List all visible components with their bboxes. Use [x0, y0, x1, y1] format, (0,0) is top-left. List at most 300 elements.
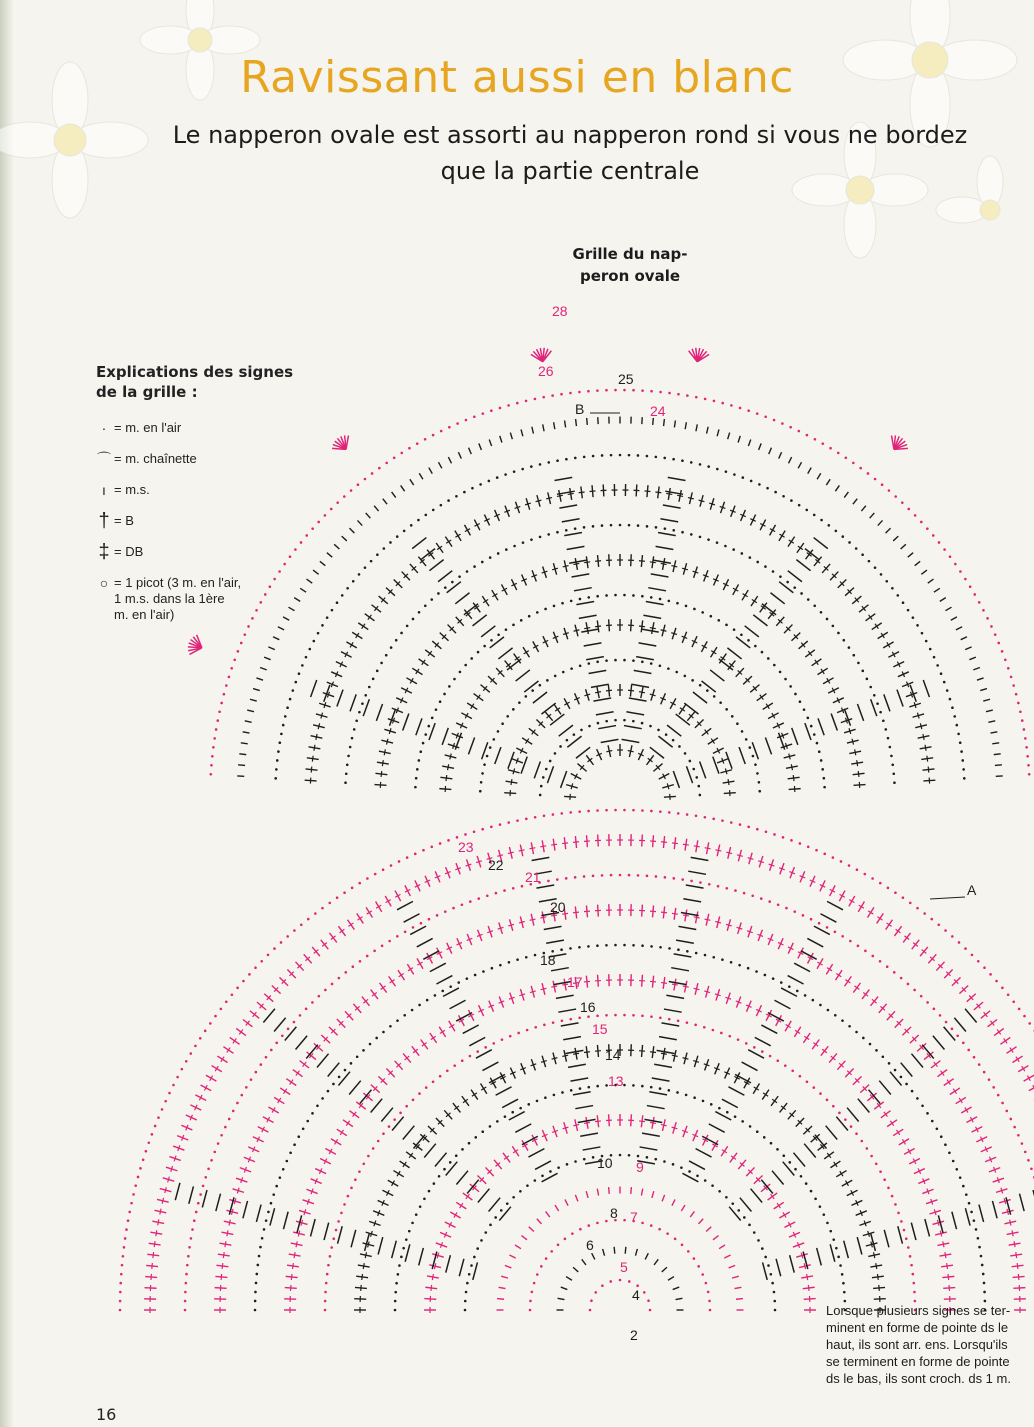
stitch-crossbar — [363, 1263, 364, 1269]
chain-stitch — [740, 634, 743, 637]
chain-stitch — [681, 459, 684, 462]
spoke-stitch — [544, 926, 562, 929]
chain-stitch — [721, 958, 724, 961]
chain-stitch — [632, 809, 635, 812]
chain-stitch — [248, 973, 251, 976]
stitch-mark — [268, 647, 274, 650]
chain-stitch — [292, 689, 295, 692]
chain-stitch — [834, 1014, 837, 1017]
spoke-stitch — [317, 1054, 329, 1068]
stitch-crossbar — [661, 630, 667, 631]
spoke-stitch — [776, 1259, 781, 1276]
chain-stitch — [623, 1219, 626, 1222]
chain-stitch — [913, 989, 916, 992]
chain-stitch — [659, 810, 662, 813]
chain-stitch — [583, 1158, 586, 1161]
spoke-stitch — [311, 680, 317, 697]
chain-stitch — [754, 645, 757, 648]
chain-stitch — [774, 491, 777, 494]
chain-stitch — [614, 389, 617, 392]
chain-stitch — [587, 596, 590, 599]
chain-stitch — [893, 781, 896, 784]
stitch-crossbar — [291, 1274, 292, 1280]
chain-stitch — [596, 660, 599, 663]
stitch-mark — [245, 721, 252, 722]
chain-stitch — [1007, 993, 1010, 996]
stitch-mark — [283, 617, 289, 620]
chain-stitch — [925, 640, 928, 643]
chain-stitch — [623, 944, 626, 947]
chain-stitch — [479, 790, 482, 793]
spoke-stitch — [571, 1078, 589, 1081]
chain-stitch — [390, 864, 393, 867]
chain-stitch — [686, 950, 689, 953]
chain-stitch — [483, 763, 486, 766]
spoke-stitch — [337, 690, 343, 707]
chain-stitch — [540, 1265, 543, 1268]
chain-stitch — [978, 1246, 981, 1249]
chain-stitch — [358, 573, 361, 576]
stitch-crossbar — [508, 924, 514, 926]
chain-stitch — [377, 1140, 380, 1143]
stitch-crossbar — [227, 1230, 228, 1236]
stitch-mark — [247, 710, 254, 712]
chain-stitch — [398, 860, 401, 863]
chain-stitch — [481, 561, 484, 564]
chain-stitch — [331, 983, 334, 986]
chain-stitch — [507, 821, 510, 824]
chain-stitch — [646, 875, 649, 878]
chain-stitch — [357, 483, 360, 486]
stitch-mark — [609, 1187, 610, 1194]
chain-stitch — [818, 922, 821, 925]
chain-stitch — [813, 514, 816, 517]
chain-stitch — [321, 1097, 324, 1100]
row-label: 15 — [592, 1021, 608, 1037]
chain-stitch — [628, 454, 631, 457]
chain-stitch — [856, 868, 859, 871]
chain-stitch — [610, 524, 613, 527]
chain-stitch — [812, 999, 815, 1002]
spoke-stitch — [559, 505, 577, 508]
spoke-stitch — [646, 601, 664, 604]
chain-stitch — [1001, 987, 1004, 990]
spoke-stitch — [446, 1162, 458, 1176]
spoke-stitch — [965, 1208, 970, 1225]
row-label: 20 — [550, 899, 566, 915]
chain-stitch — [861, 553, 864, 556]
chain-stitch — [686, 1021, 689, 1024]
chain-stitch — [748, 1224, 751, 1227]
spoke-stitch — [696, 1149, 712, 1157]
chain-stitch — [281, 1034, 284, 1037]
chain-stitch — [702, 1100, 705, 1103]
stitch-crossbar — [628, 690, 634, 691]
chain-stitch — [799, 700, 802, 703]
chain-stitch — [484, 1231, 487, 1234]
spoke-stitch — [925, 1219, 930, 1236]
chain-stitch — [142, 1158, 145, 1161]
chain-stitch — [385, 654, 388, 657]
chain-stitch — [874, 566, 877, 569]
spoke-stitch — [555, 477, 573, 480]
chain-stitch — [1001, 650, 1004, 653]
chain-stitch — [464, 1300, 467, 1303]
chain-stitch — [521, 885, 524, 888]
stitch-crossbar — [699, 500, 705, 502]
chain-stitch — [446, 1070, 449, 1073]
chain-stitch — [623, 1014, 626, 1017]
stitch-row — [214, 904, 1026, 1313]
stitch-crossbar — [162, 1198, 163, 1204]
stitch-row — [589, 1279, 652, 1312]
stitch-mark — [717, 429, 719, 436]
chain-stitch — [119, 1309, 122, 1312]
chain-stitch — [486, 755, 489, 758]
chain-stitch — [406, 625, 409, 628]
chain-stitch — [663, 1160, 666, 1163]
stitch-crossbar — [672, 1127, 678, 1129]
chain-stitch — [623, 809, 626, 812]
chain-stitch — [891, 1195, 894, 1198]
chain-stitch — [646, 525, 649, 528]
chain-stitch — [364, 566, 367, 569]
spoke-stitch — [844, 1241, 849, 1258]
chain-stitch — [366, 877, 369, 880]
stitch-mark — [870, 513, 875, 518]
spoke-stitch — [419, 1248, 424, 1265]
chain-stitch — [779, 575, 782, 578]
stitch-crossbar — [511, 779, 512, 785]
spoke-stitch — [455, 593, 469, 604]
chain-stitch — [282, 1168, 285, 1171]
chain-stitch — [989, 973, 992, 976]
lower-rings — [119, 809, 1034, 1313]
chain-stitch — [529, 1309, 532, 1312]
chain-stitch — [601, 454, 604, 457]
spoke-stitch — [923, 680, 929, 697]
stitch-mark — [980, 689, 987, 691]
chain-stitch — [940, 672, 943, 675]
stitch-mark — [603, 1249, 605, 1256]
chain-stitch — [668, 600, 671, 603]
chain-stitch — [850, 1125, 853, 1128]
chain-stitch — [583, 526, 586, 529]
stitch-crossbar — [667, 783, 669, 789]
chain-stitch — [835, 1247, 838, 1250]
chain-stitch — [887, 1187, 890, 1190]
spoke-stitch — [481, 626, 495, 637]
stitch-crossbar — [318, 723, 319, 729]
chain-stitch — [213, 1151, 216, 1154]
chain-stitch — [188, 1246, 191, 1249]
chain-stitch — [444, 910, 447, 913]
chain-stitch — [632, 594, 635, 597]
stitch-crossbar — [574, 630, 580, 631]
chain-stitch — [274, 777, 277, 780]
chain-stitch — [265, 1056, 268, 1059]
chain-stitch — [343, 495, 346, 498]
chain-stitch — [596, 389, 599, 392]
chain-stitch — [605, 720, 608, 723]
chain-stitch — [721, 402, 724, 405]
chain-stitch — [609, 1280, 612, 1283]
chain-stitch — [929, 648, 932, 651]
stitch-crossbar — [595, 692, 601, 693]
chain-stitch — [680, 1166, 683, 1169]
chain-stitch — [587, 810, 590, 813]
chain-stitch — [880, 573, 883, 576]
chain-stitch — [490, 409, 493, 412]
row-label: 18 — [540, 952, 556, 968]
spoke-stitch — [869, 1090, 881, 1104]
chain-stitch — [130, 1202, 133, 1205]
chain-stitch — [443, 693, 446, 696]
chain-stitch — [764, 415, 767, 418]
spoke-stitch — [499, 1207, 511, 1221]
chain-stitch — [275, 768, 278, 771]
spoke-stitch — [378, 1237, 383, 1254]
chain-stitch — [882, 1055, 885, 1058]
chain-stitch — [597, 722, 600, 725]
chain-stitch — [418, 1092, 421, 1095]
stitch-crossbar — [716, 850, 722, 851]
stitch-mark — [260, 667, 267, 669]
stitch-mark — [238, 765, 245, 766]
chain-stitch — [426, 999, 429, 1002]
stitch-mark — [489, 439, 491, 446]
spoke-stitch — [745, 626, 759, 637]
chain-stitch — [261, 1237, 264, 1240]
chain-stitch — [650, 810, 653, 813]
chain-stitch — [719, 701, 722, 704]
chain-stitch — [806, 1080, 809, 1083]
stitch-crossbar — [530, 991, 536, 993]
chain-stitch — [128, 1211, 131, 1214]
chain-stitch — [230, 667, 233, 670]
chain-stitch — [1001, 1102, 1004, 1105]
chain-stitch — [536, 1273, 539, 1276]
chain-stitch — [659, 1087, 662, 1090]
chain-stitch — [614, 659, 617, 662]
chain-stitch — [672, 529, 675, 532]
chain-stitch — [240, 1094, 243, 1097]
stitch-mark — [500, 436, 502, 443]
chain-stitch — [641, 809, 644, 812]
spoke-stitch — [765, 738, 771, 755]
chain-stitch — [553, 605, 556, 608]
chain-stitch — [982, 1273, 985, 1276]
chain-stitch — [362, 1049, 365, 1052]
spoke-stitch — [654, 1064, 672, 1067]
stitch-mark — [561, 1287, 568, 1290]
chain-icon: ⌒ — [97, 451, 111, 467]
chain-stitch — [866, 678, 869, 681]
chain-stitch — [526, 1029, 529, 1032]
stitch-crossbar — [229, 1220, 230, 1226]
stitch-mark — [969, 657, 975, 660]
chain-stitch — [882, 719, 885, 722]
stitch-crossbar — [154, 1241, 155, 1247]
chain-stitch — [451, 581, 454, 584]
chain-stitch — [773, 419, 776, 422]
chain-stitch — [468, 1142, 471, 1145]
chain-stitch — [920, 995, 923, 998]
chain-stitch — [862, 1037, 865, 1040]
stitch-mark — [592, 1253, 595, 1259]
stitch-crossbar — [650, 1052, 656, 1053]
chain-stitch — [841, 1019, 844, 1022]
chain-stitch — [959, 1176, 962, 1179]
chain-stitch — [749, 556, 752, 559]
chain-stitch — [813, 733, 816, 736]
chain-stitch — [693, 608, 696, 611]
row-label: 26 — [538, 363, 554, 379]
chain-stitch — [1023, 1015, 1026, 1018]
stitch-mark — [278, 627, 284, 630]
chain-stitch — [202, 1185, 205, 1188]
stitch-crossbar — [573, 912, 579, 913]
stitch-crossbar — [519, 850, 525, 851]
chain-stitch — [980, 1255, 983, 1258]
chain-stitch — [725, 470, 728, 473]
chain-stitch — [983, 1291, 986, 1294]
chain-stitch — [376, 670, 379, 673]
chain-stitch — [813, 605, 816, 608]
chain-stitch — [841, 535, 844, 538]
chain-stitch — [466, 1282, 469, 1285]
chain-stitch — [827, 524, 830, 527]
stitch-crossbar — [571, 783, 573, 789]
chain-stitch — [709, 1309, 712, 1312]
chain-stitch — [819, 1092, 822, 1095]
chain-stitch — [913, 1291, 916, 1294]
spoke-stitch — [761, 1025, 777, 1033]
spoke-stitch — [601, 739, 619, 742]
chain-stitch — [433, 1182, 436, 1185]
chain-stitch — [724, 545, 727, 548]
chain-stitch — [541, 1174, 544, 1177]
chain-stitch — [793, 910, 796, 913]
stitch-crossbar — [868, 1231, 870, 1237]
chain-stitch — [1017, 702, 1020, 705]
spoke-stitch — [624, 726, 642, 729]
chain-stitch — [763, 1136, 766, 1139]
chain-stitch — [335, 1229, 338, 1232]
chain-stitch — [632, 1014, 635, 1017]
marker-a: A — [967, 882, 977, 898]
chain-stitch — [628, 1280, 631, 1283]
chain-stitch — [461, 903, 464, 906]
spoke-stitch — [568, 1064, 586, 1067]
chain-stitch — [841, 935, 844, 938]
chain-stitch — [512, 624, 515, 627]
chain-stitch — [412, 618, 415, 621]
spoke-stitch — [473, 1262, 478, 1279]
spoke-stitch — [412, 538, 426, 549]
stitch-crossbar — [450, 754, 451, 760]
stitch-mark — [707, 427, 709, 434]
chain-stitch — [531, 1291, 534, 1294]
row-label: 9 — [636, 1159, 644, 1175]
chain-stitch — [717, 619, 720, 622]
chain-stitch — [897, 1212, 900, 1215]
chain-stitch — [476, 1247, 479, 1250]
chain-stitch — [506, 715, 509, 718]
stitch-mark — [366, 513, 371, 518]
chain-stitch — [879, 1170, 882, 1173]
stitch-crossbar — [683, 1058, 689, 1060]
chain-stitch — [614, 944, 617, 947]
chain-stitch — [741, 1120, 744, 1123]
spoke-stitch — [674, 954, 692, 957]
chain-stitch — [632, 1084, 635, 1087]
chain-stitch — [553, 1094, 556, 1097]
chain-stitch — [578, 946, 581, 949]
stitch-crossbar — [923, 734, 924, 740]
chain-stitch — [649, 1309, 652, 1312]
stitch-crossbar — [661, 1053, 667, 1054]
chain-stitch — [497, 552, 500, 555]
spoke-stitch — [562, 519, 580, 522]
chain-stitch — [300, 923, 303, 926]
stitch-mark — [672, 1199, 675, 1205]
spoke-stitch — [338, 1072, 350, 1086]
stitch-crossbar — [314, 745, 315, 751]
chain-stitch — [346, 763, 349, 766]
spoke-stitch — [736, 637, 750, 648]
row-label: 23 — [458, 839, 474, 855]
chain-stitch — [891, 763, 894, 766]
chain-stitch — [871, 877, 874, 880]
chain-stitch — [672, 1163, 675, 1166]
chain-stitch — [305, 1008, 308, 1011]
chain-stitch — [760, 897, 763, 900]
legend-title: Explications des signes de la grille : — [96, 363, 294, 401]
stitch-mark — [273, 637, 279, 640]
stitch-mark — [788, 457, 791, 463]
spoke-stitch — [285, 1027, 297, 1041]
chain-stitch — [517, 1032, 520, 1035]
chain-stitch — [632, 944, 635, 947]
chain-stitch — [1026, 755, 1029, 758]
chain-stitch — [693, 1096, 696, 1099]
stitch-mark — [521, 1236, 527, 1240]
chain-stitch — [416, 768, 419, 771]
chain-stitch — [770, 1142, 773, 1145]
chain-stitch — [773, 1300, 776, 1303]
spoke-stitch — [403, 1126, 415, 1140]
chain-stitch — [536, 1100, 539, 1103]
chain-stitch — [637, 524, 640, 527]
spoke-stitch — [508, 752, 514, 769]
chain-stitch — [885, 580, 888, 583]
chain-stitch — [879, 711, 882, 714]
chain-stitch — [504, 1115, 507, 1118]
chain-stitch — [137, 1176, 140, 1179]
spoke-stitch — [762, 604, 776, 615]
chain-stitch — [358, 711, 361, 714]
chain-stitch — [199, 1037, 202, 1040]
chain-stitch — [739, 407, 742, 410]
stitch-mark — [576, 419, 577, 426]
stitch-crossbar — [672, 1055, 678, 1056]
spoke-stitch — [435, 1153, 447, 1167]
chain-stitch — [578, 1016, 581, 1019]
chain-stitch — [453, 1064, 456, 1067]
chain-stitch — [544, 1096, 547, 1099]
chain-stitch — [184, 1291, 187, 1294]
